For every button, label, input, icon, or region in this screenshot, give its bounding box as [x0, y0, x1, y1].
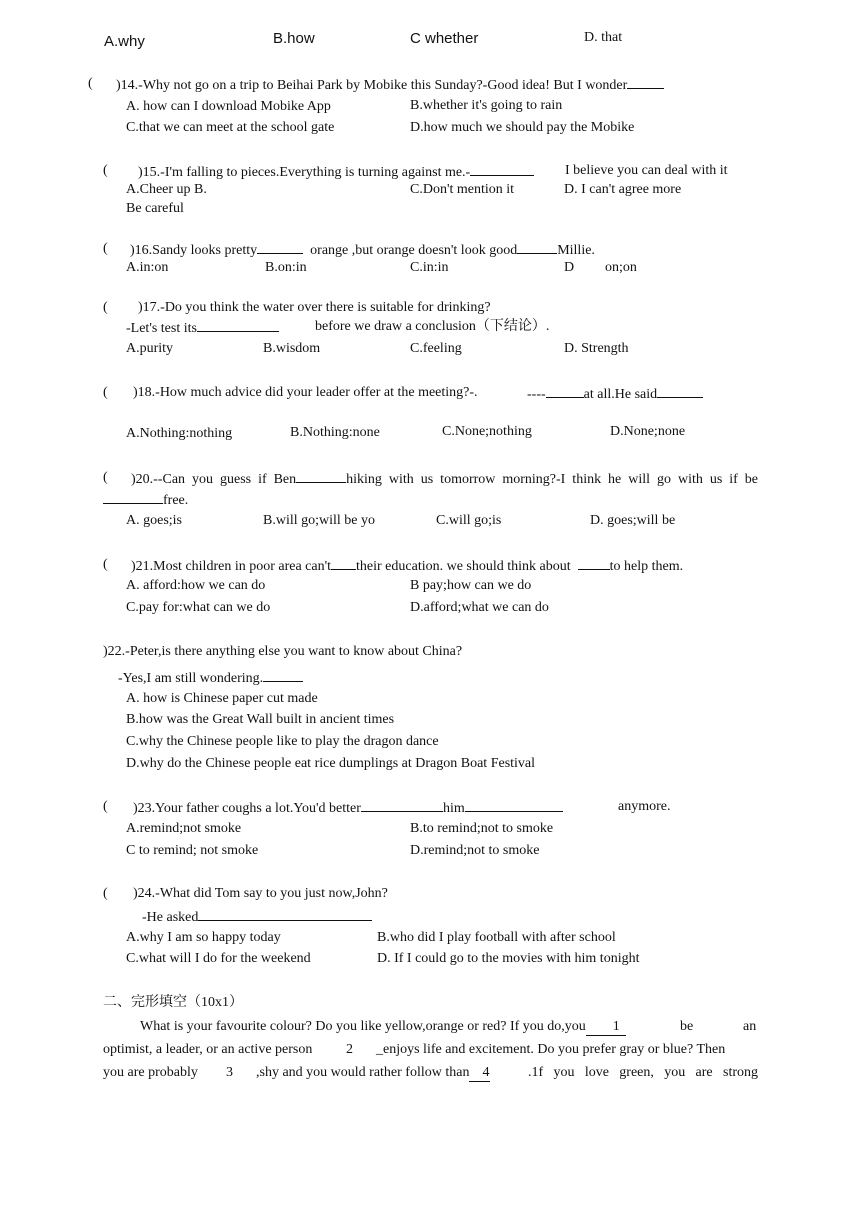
question-stem: )18.-How much advice did your leader offer at the meeting?-.	[133, 385, 478, 400]
stem-tail: I believe you can deal with it	[565, 163, 728, 178]
option-a: A. how is Chinese paper cut made	[126, 691, 318, 706]
passage-text: ,shy and you would rather follow than	[256, 1065, 470, 1080]
stem-part: -Yes,I am still wondering.	[118, 671, 264, 686]
option-a: A. how can I download Mobike App	[126, 99, 331, 114]
option-a: A. goes;is	[126, 513, 182, 528]
answer-blank	[331, 556, 356, 570]
stem-part: him	[442, 801, 465, 816]
response-line	[126, 318, 279, 338]
answer-blank	[657, 384, 703, 398]
stem-part: -Let's test its	[126, 321, 197, 336]
option-d: D.why do the Chinese people eat rice dumplings at Dragon Boat Festival	[126, 756, 536, 771]
blank-3: 3	[226, 1065, 233, 1080]
answer-blank	[197, 318, 279, 332]
option-b: B.on:in	[265, 260, 307, 275]
option-d: D. goes;will be	[590, 513, 676, 528]
option-c: C.what will I do for the weekend	[126, 951, 311, 966]
question-stem-cont	[103, 490, 188, 510]
option-b: B pay;how can we do	[410, 578, 532, 593]
option-c: C.Don't mention it	[410, 182, 515, 197]
passage-text: be	[680, 1019, 694, 1034]
answer-paren: (	[103, 470, 108, 485]
option-c: C whether	[410, 30, 479, 47]
option-a: A.Nothing:nothing	[126, 426, 233, 441]
option-a: A.in:on	[126, 260, 169, 275]
option-a: A.remind;not smoke	[126, 821, 242, 836]
stem-text: )14.-Why not go on a trip to Beihai Park by Mobike this Sunday?-Good idea! But I wonder	[116, 78, 628, 93]
passage-line-3c: .1f you love green, you are strong	[528, 1065, 758, 1080]
option-d: D. Strength	[564, 341, 629, 356]
option-d: D.remind;not to smoke	[410, 843, 540, 858]
question-stem	[130, 240, 595, 260]
option-c: C.pay for:what can we do	[126, 600, 271, 615]
question-stem: )17.-Do you think the water over there is suitable for drinking?	[138, 300, 491, 315]
option-d: D.None;none	[610, 424, 686, 439]
option-d-letter: D	[564, 260, 575, 275]
answer-paren: (	[103, 241, 108, 256]
option-c: C.feeling	[410, 341, 462, 356]
blank-number: 1	[612, 1019, 620, 1034]
option-a: A.why	[104, 33, 145, 50]
stem-part: anymore.	[618, 799, 671, 814]
stem-part: Millie.	[557, 243, 595, 258]
option-d: on;on	[605, 260, 637, 275]
blank-number: 4	[482, 1065, 490, 1080]
answer-blank	[627, 75, 664, 89]
option-d: D. that	[584, 30, 623, 45]
option-a: A.why I am so happy today	[126, 930, 281, 945]
option-d: D. If I could go to the movies with him tonight	[377, 951, 640, 966]
option-b: B.wisdom	[263, 341, 321, 356]
answer-blank	[257, 240, 303, 254]
option-b: B.will go;will be yo	[263, 513, 375, 528]
response-line	[118, 668, 303, 688]
option-b: B.how	[273, 30, 315, 47]
option-d: D. I can't agree more	[564, 182, 682, 197]
option-c: C.why the Chinese people like to play the dragon dance	[126, 734, 439, 749]
passage-text: What is your favourite colour? Do you like yellow,orange or red? If you do,you	[140, 1019, 586, 1034]
passage-line-3a: you are probably	[103, 1065, 198, 1080]
option-b: B.Nothing:none	[290, 425, 380, 440]
answer-blank	[198, 907, 372, 921]
option-c: C.None;nothing	[442, 424, 532, 439]
passage-text: an	[743, 1019, 757, 1034]
question-stem	[131, 556, 683, 576]
option-c: C to remind; not smoke	[126, 843, 259, 858]
blank-4	[469, 1064, 490, 1082]
stem-part: hiking with us tomorrow morning?-I think he will go with us if be	[346, 472, 758, 487]
passage-line-1	[140, 1018, 626, 1036]
option-b: Be careful	[126, 201, 184, 216]
passage-line-2b: _enjoys life and excitement. Do you prefer gray or blue? Then	[376, 1042, 726, 1057]
stem-part: before we draw a conclusion（下结论）.	[315, 319, 550, 334]
stem-part: )20.--Can you guess if Ben	[131, 472, 297, 487]
answer-blank	[361, 798, 443, 812]
stem-part: to help them.	[609, 559, 684, 574]
answer-paren: (	[103, 385, 108, 400]
answer-blank	[517, 240, 557, 254]
option-a: A.purity	[126, 341, 174, 356]
answer-paren: (	[103, 799, 108, 814]
stem-text: )15.-I'm falling to pieces.Everything is turning against me.-	[138, 165, 471, 180]
option-b: B.how was the Great Wall built in ancient times	[126, 712, 395, 727]
answer-paren: (	[103, 300, 108, 315]
stem-part: at all.He said	[583, 387, 658, 402]
option-b: B.to remind;not to smoke	[410, 821, 554, 836]
option-d: D.how much we should pay the Mobike	[410, 120, 635, 135]
stem-part: free.	[163, 493, 189, 508]
option-b: B.who did I play football with after school	[377, 930, 616, 945]
passage-line-2a: optimist, a leader, or an active person	[103, 1042, 313, 1057]
answer-paren: (	[103, 163, 108, 178]
question-stem	[133, 798, 563, 818]
answer-blank	[263, 668, 303, 682]
option-c: C.in:in	[410, 260, 449, 275]
answer-paren: (	[88, 76, 93, 91]
blank-1	[586, 1018, 626, 1036]
section-heading: 二、完形填空（10x1）	[103, 995, 243, 1010]
option-c: C.that we can meet at the school gate	[126, 120, 335, 135]
answer-blank	[296, 469, 346, 483]
option-b: B.whether it's going to rain	[410, 98, 563, 113]
question-stem	[116, 75, 664, 95]
response-line	[142, 907, 372, 927]
question-stem	[131, 469, 758, 489]
option-d: D.afford;what we can do	[410, 600, 549, 615]
passage-line-3b	[256, 1064, 490, 1082]
question-stem: )24.-What did Tom say to you just now,John?	[133, 886, 388, 901]
question-stem: )22.-Peter,is there anything else you want to know about China?	[103, 644, 463, 659]
stem-part: )16.Sandy looks pretty	[130, 243, 258, 258]
answer-paren: (	[103, 886, 108, 901]
blank-2: 2	[346, 1042, 353, 1057]
question-stem	[138, 162, 534, 182]
stem-part: )21.Most children in poor area can't	[131, 559, 332, 574]
answer-blank	[103, 490, 163, 504]
question-stem-cont	[527, 384, 703, 404]
stem-part: -He asked	[142, 910, 199, 925]
answer-paren: (	[103, 557, 108, 572]
answer-blank	[578, 556, 610, 570]
option-c: C.will go;is	[436, 513, 502, 528]
answer-blank	[465, 798, 563, 812]
stem-part: orange ,but orange doesn't look good	[310, 243, 518, 258]
answer-blank	[470, 162, 534, 176]
stem-part: )23.Your father coughs a lot.You'd better	[133, 801, 361, 816]
option-a: A. afford:how we can do	[126, 578, 266, 593]
stem-part: ----	[527, 387, 546, 402]
answer-blank	[546, 384, 584, 398]
option-a: A.Cheer up B.	[126, 182, 207, 197]
stem-part: their education. we should think about	[356, 559, 571, 574]
